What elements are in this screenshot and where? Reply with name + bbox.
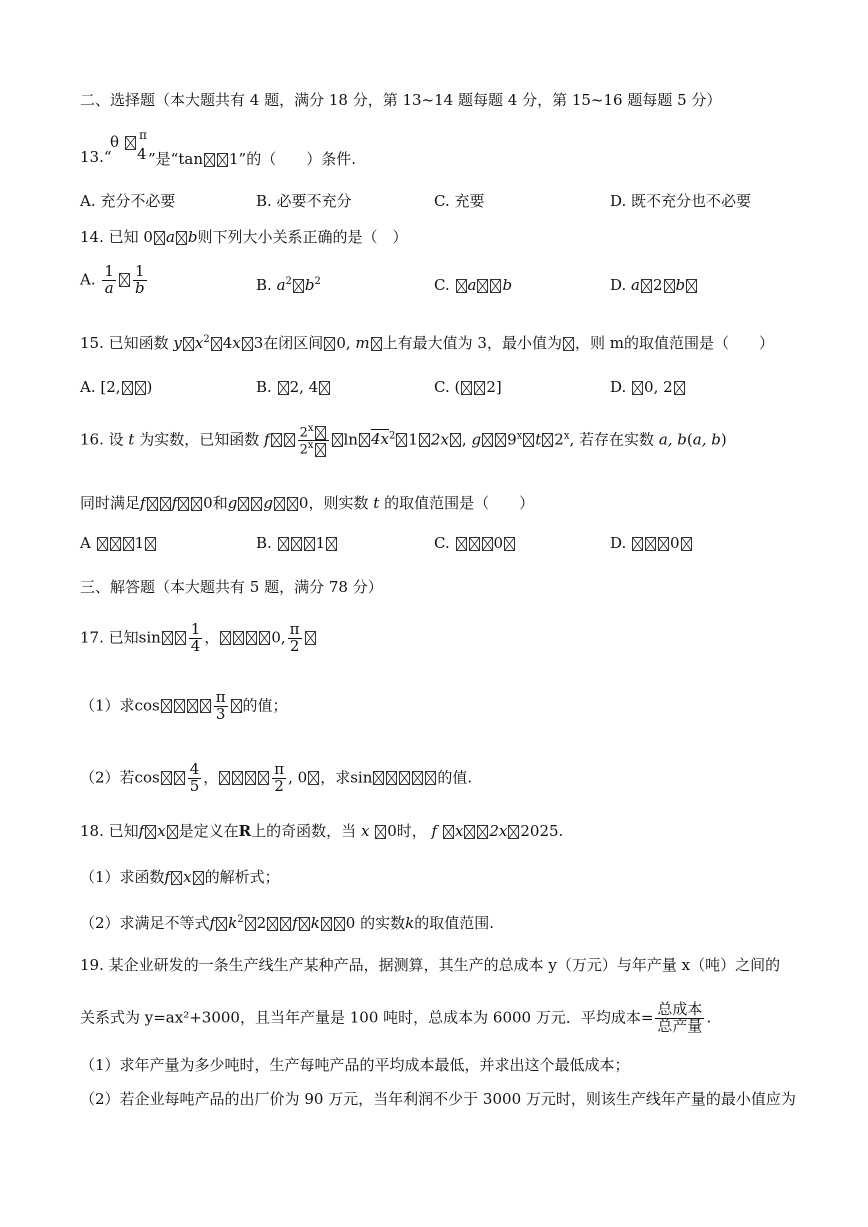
- missing-glyph-icon: [674, 381, 685, 395]
- missing-glyph-icon: [274, 497, 285, 511]
- missing-glyph-icon: [211, 337, 222, 351]
- q14-option-b: B. $a^2$ $b^2$: [256, 276, 321, 294]
- missing-glyph-icon: [419, 433, 430, 447]
- q16-line-2: 同时满足f f 0和g g 0，则实数 t 的取值范围是（ ）: [80, 494, 535, 512]
- missing-glyph-icon: [461, 381, 472, 395]
- q17-part-1: （1）求cos $\frac{\pi}{3}$ 的值；: [80, 688, 288, 723]
- q18-part-2: （2）求满足不等式f $k^2$ 2 f k 0 的实数k的取值范围.: [80, 914, 494, 932]
- missing-glyph-icon: [304, 537, 315, 551]
- q13-four: 4: [137, 145, 147, 163]
- missing-glyph-icon: [220, 631, 231, 645]
- missing-glyph-icon: [284, 433, 295, 447]
- missing-glyph-icon: [396, 433, 407, 447]
- missing-glyph-icon: [632, 381, 643, 395]
- q14-option-c: C. a b: [434, 276, 513, 294]
- q15-option-c: C. ( 2]: [434, 378, 502, 396]
- missing-glyph-icon: [686, 279, 697, 293]
- q17-stem: 17. 已知sin $\frac{1}{4}$ ， 0, $\frac{\pi}{2}$: [80, 622, 317, 655]
- q13-theta: θ: [110, 133, 137, 151]
- missing-glyph-icon: [326, 537, 337, 551]
- missing-glyph-icon: [233, 631, 244, 645]
- missing-glyph-icon: [508, 825, 519, 839]
- missing-glyph-icon: [305, 631, 316, 645]
- missing-glyph-icon: [315, 443, 326, 457]
- missing-glyph-icon: [161, 771, 172, 785]
- missing-glyph-icon: [375, 825, 386, 839]
- missing-glyph-icon: [259, 631, 270, 645]
- q15-option-b: B. 2, 4: [256, 378, 331, 396]
- q19-line-1: 19. 某企业研发的一条生产线生产某种产品，据测算，其生产的总成本 y（万元）与年产量 x（吨）之间的: [80, 956, 781, 974]
- missing-glyph-icon: [278, 537, 289, 551]
- missing-glyph-icon: [246, 631, 257, 645]
- missing-glyph-icon: [477, 825, 488, 839]
- missing-glyph-icon: [542, 433, 553, 447]
- missing-glyph-icon: [321, 917, 332, 931]
- missing-glyph-icon: [299, 917, 310, 931]
- q13-option-b: B. 必要不充分: [256, 192, 352, 210]
- missing-glyph-icon: [641, 279, 652, 293]
- missing-glyph-icon: [183, 337, 194, 351]
- missing-glyph-icon: [219, 771, 230, 785]
- missing-glyph-icon: [645, 537, 656, 551]
- missing-glyph-icon: [482, 537, 493, 551]
- missing-glyph-icon: [456, 537, 467, 551]
- missing-glyph-icon: [495, 433, 506, 447]
- missing-glyph-icon: [231, 699, 242, 713]
- q13-option-c: C. 充要: [434, 192, 485, 210]
- missing-glyph-icon: [267, 917, 278, 931]
- q15-stem: 15. 已知函数 y $x^2$ 4x 3在闭区间 0, m 上有最大值为 3，最小值为 ，则 m的取值范围是（ ）: [80, 334, 774, 352]
- q16-option-b: B. 1: [256, 534, 338, 552]
- q13-option-d: D. 既不充分也不必要: [610, 192, 752, 210]
- q19-part-2: （2）若企业每吨产品的出厂价为 90 万元，当年利润不少于 3000 万元时，则该生产线年产量的最小值应为: [80, 1090, 796, 1108]
- missing-glyph-icon: [245, 771, 256, 785]
- missing-glyph-icon: [123, 537, 134, 551]
- missing-glyph-icon: [258, 771, 269, 785]
- missing-glyph-icon: [147, 497, 158, 511]
- section-3-heading: 三、解答题（本大题共有 5 题，满分 78 分）: [80, 578, 383, 596]
- missing-glyph-icon: [178, 497, 189, 511]
- missing-glyph-icon: [456, 279, 467, 293]
- missing-glyph-icon: [280, 917, 291, 931]
- missing-glyph-icon: [245, 917, 256, 931]
- missing-glyph-icon: [504, 537, 515, 551]
- q13-pi: π: [139, 128, 147, 142]
- missing-glyph-icon: [200, 699, 211, 713]
- missing-glyph-icon: [371, 337, 382, 351]
- q16-option-c: C. 0: [434, 534, 516, 552]
- missing-glyph-icon: [490, 279, 501, 293]
- missing-glyph-icon: [97, 537, 108, 551]
- missing-glyph-icon: [145, 825, 156, 839]
- missing-glyph-icon: [176, 231, 187, 245]
- q19-part-1: （1）求年产量为多少吨时，生产每吨产品的平均成本最低，并求出这个最低成本；: [80, 1056, 630, 1074]
- q17-part-2: （2）若cos $\frac{4}{5}$ ， $\frac{\pi}{2}$ , 0 ，求sin 的值.: [80, 760, 473, 795]
- missing-glyph-icon: [477, 279, 488, 293]
- q13-number: 13.: [80, 148, 104, 166]
- missing-glyph-icon: [110, 537, 121, 551]
- missing-glyph-icon: [399, 771, 410, 785]
- missing-glyph-icon: [122, 381, 133, 395]
- missing-glyph-icon: [278, 381, 289, 395]
- q16-option-a: A 1: [80, 534, 157, 552]
- missing-glyph-icon: [464, 825, 475, 839]
- q14-option-d: D. a 2 b: [610, 276, 698, 294]
- missing-glyph-icon: [125, 136, 136, 150]
- missing-glyph-icon: [174, 699, 185, 713]
- missing-glyph-icon: [664, 279, 675, 293]
- missing-glyph-icon: [287, 497, 298, 511]
- missing-glyph-icon: [167, 825, 178, 839]
- missing-glyph-icon: [681, 537, 692, 551]
- missing-glyph-icon: [217, 153, 228, 167]
- missing-glyph-icon: [251, 497, 262, 511]
- missing-glyph-icon: [373, 771, 384, 785]
- missing-glyph-icon: [174, 771, 185, 785]
- missing-glyph-icon: [412, 771, 423, 785]
- missing-glyph-icon: [632, 537, 643, 551]
- q15-option-a: A. [2, ): [80, 378, 153, 396]
- q13-mid: ”是“tan 1”的（ ）条件.: [148, 150, 356, 168]
- missing-glyph-icon: [443, 825, 454, 839]
- q16-option-d: D. 0: [610, 534, 693, 552]
- q18-stem: 18. 已知f x 是定义在R上的奇函数，当 x 0时， f x 2x 2025.: [80, 822, 564, 840]
- missing-glyph-icon: [175, 631, 186, 645]
- missing-glyph-icon: [162, 631, 173, 645]
- missing-glyph-icon: [563, 337, 574, 351]
- missing-glyph-icon: [242, 337, 253, 351]
- missing-glyph-icon: [450, 433, 461, 447]
- missing-glyph-icon: [291, 537, 302, 551]
- missing-glyph-icon: [425, 771, 436, 785]
- q13-stem: 13.“: [80, 148, 112, 166]
- section-2-heading: 二、选择题（本大题共有 4 题，满分 18 分，第 13~14 题每题 4 分，第 15~16 题每题 5 分）: [80, 91, 722, 109]
- missing-glyph-icon: [204, 153, 215, 167]
- missing-glyph-icon: [293, 279, 304, 293]
- missing-glyph-icon: [386, 771, 397, 785]
- missing-glyph-icon: [135, 381, 146, 395]
- q14-stem: 14. 已知 0 a b则下列大小关系正确的是（ ）: [80, 228, 408, 246]
- missing-glyph-icon: [193, 871, 204, 885]
- missing-glyph-icon: [319, 381, 330, 395]
- q16-line-1: 16. 设 t 为实数，已知函数 f $\frac{2^x}{2^x}$ $\ln 4x^2$ 1 2x , g 9$^x$ t 2$^x$, 若存在实数 a, b(a, b): [80, 423, 727, 458]
- missing-glyph-icon: [191, 497, 202, 511]
- q15-option-d: D. 0, 2: [610, 378, 686, 396]
- missing-glyph-icon: [145, 537, 156, 551]
- missing-glyph-icon: [523, 433, 534, 447]
- q18-part-1: （1）求函数f x 的解析式；: [80, 868, 280, 886]
- q13-option-a: A. 充分不必要: [80, 192, 176, 210]
- missing-glyph-icon: [308, 771, 319, 785]
- missing-glyph-icon: [658, 537, 669, 551]
- missing-glyph-icon: [232, 771, 243, 785]
- missing-glyph-icon: [216, 917, 227, 931]
- missing-glyph-icon: [482, 433, 493, 447]
- missing-glyph-icon: [160, 497, 171, 511]
- missing-glyph-icon: [324, 337, 335, 351]
- missing-glyph-icon: [187, 699, 198, 713]
- missing-glyph-icon: [161, 699, 172, 713]
- missing-glyph-icon: [238, 497, 249, 511]
- missing-glyph-icon: [119, 273, 130, 287]
- missing-glyph-icon: [271, 433, 282, 447]
- missing-glyph-icon: [154, 231, 165, 245]
- q19-line-2: 关系式为 y=ax²+3000，且当年产量是 100 吨时，总成本为 6000 万元．平均成本= $\frac{\text{总成本}}{\text{总产量}}$ .: [80, 1000, 712, 1035]
- missing-glyph-icon: [469, 537, 480, 551]
- missing-glyph-icon: [332, 433, 343, 447]
- missing-glyph-icon: [315, 426, 326, 440]
- missing-glyph-icon: [474, 381, 485, 395]
- q14-option-a: A. $\frac{1}{a}$ $\frac{1}{b}$: [80, 262, 145, 297]
- missing-glyph-icon: [171, 871, 182, 885]
- missing-glyph-icon: [359, 433, 370, 447]
- missing-glyph-icon: [334, 917, 345, 931]
